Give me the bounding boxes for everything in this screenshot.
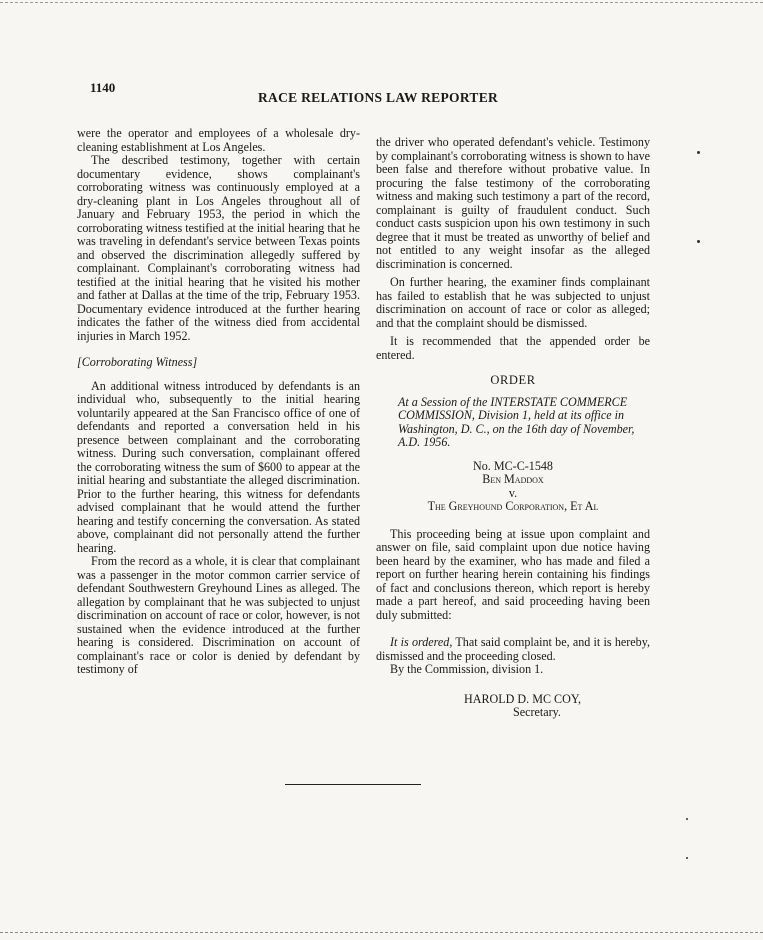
section-heading: [Corroborating Witness] (77, 355, 198, 369)
ordered-lead: It is ordered, (390, 635, 453, 649)
case-number: No. MC-C-1548 (473, 458, 553, 473)
running-header: RACE RELATIONS LAW REPORTER (258, 90, 499, 105)
right-column (376, 136, 650, 720)
order-title: ORDER (490, 373, 536, 387)
scan-bottom-edge (0, 932, 763, 933)
signer-title: Secretary. (513, 705, 561, 719)
ordered-rest: That said complaint be, and it is hereby, dismissed and the proceeding closed. (376, 635, 650, 663)
page-number: 1140 (90, 80, 116, 95)
scan-top-edge (0, 2, 763, 3)
left-paragraph-1: were the operator and employees of a wholesale dry-cleaning establishment at Los Angeles. (77, 126, 360, 154)
by-commission: By the Commission, division 1. (390, 662, 544, 676)
scan-speck (686, 818, 688, 820)
session-statement: At a Session of the INTERSTATE COMMERCE COMMISSION, Division 1, held at its office in Washington, D. C., on the 16th day of November, A.D. 1956. (398, 394, 635, 449)
scan-speck (697, 151, 700, 154)
versus: v. (508, 485, 518, 500)
end-rule (285, 784, 421, 785)
left-paragraph-3: An additional witness introduced by defendants is an individual who, subsequently to the initial hearing voluntarily appeared at the San Francisco office of one of defendants and reported a conversation held in his presence between complainant and the corroborating witness. During such conversation, complainant offered the corroborating witness the sum of $600 to appear at the initial hearing and substantiate the alleged discrimination. Prior to the further hearing, this witness for defendants advised complainant that he would attend the further hearing and testify concerning the conversation. As stated above, complainant did not personally attend the further hearing. (77, 378, 360, 555)
right-paragraph-3: It is recommended that the appended order be entered. (376, 334, 650, 362)
right-paragraph-1: the driver who operated defendant's vehicle. Testimony by complainant's corroborating witness is shown to have been false and therefore without probative value. In procuring the false testimony of the corroborating witness and making such testimony a part of the record, complainant is guilty of fraudulent conduct. Such conduct casts suspicion upon his own testimony in such degree that it must be treated as unworthy of belief and not entitled to any weight insofar as the alleged discrimination is concerned. (376, 135, 650, 271)
complainant-name: Ben Maddox (482, 472, 544, 486)
left-paragraph-4: From the record as a whole, it is clear that complainant was a passenger in the motor common carrier service of defendant Southwestern Greyhound Lines as alleged. The allegation by complainant that he was subjected to unjust discrimination on account of race or color, however, is not sustained when the evidence introduced at the further hearing is considered. Discrimination on account of complainant's race or color is denied by defendant by testimony of (77, 554, 360, 676)
defendant-name: The Greyhound Corporation, Et Al (427, 499, 599, 513)
signer-name: HAROLD D. MC COY, (464, 691, 582, 706)
right-paragraph-4: This proceeding being at issue upon complaint and answer on file, said complaint upon due notice having been heard by the examiner, who has made and filed a report on further hearing herein containing his findings of fact and conclusions thereon, which report is hereby made a part hereof, and said proceeding having been duly submitted: (376, 526, 650, 622)
scan-speck (686, 857, 688, 859)
scan-speck (697, 240, 700, 243)
order-paragraph (376, 636, 650, 663)
left-paragraph-2: The described testimony, together with certain documentary evidence, shows complainant's corroborating witness was continuously employed at a dry-cleaning plant in Los Angeles throughout all of January and February 1953, the period in which the corroborating witness testified at the initial hearing that he was traveling in defendant's service between Texas points and observed the discrimination allegedly suffered by complainant. Complainant's corroborating witness had testified at the initial hearing that he visited his mother and father at Dallas at the time of the trip, February 1953. Documentary evidence introduced at the further hearing indicates the father of the witness died from accidental injuries in March 1952. (77, 153, 360, 343)
right-paragraph-2: On further hearing, the examiner finds complainant has failed to establish that he was subjected to unjust discrimination on account of race or color as alleged; and that the complaint should be dismissed. (376, 275, 650, 330)
left-column (77, 127, 360, 677)
